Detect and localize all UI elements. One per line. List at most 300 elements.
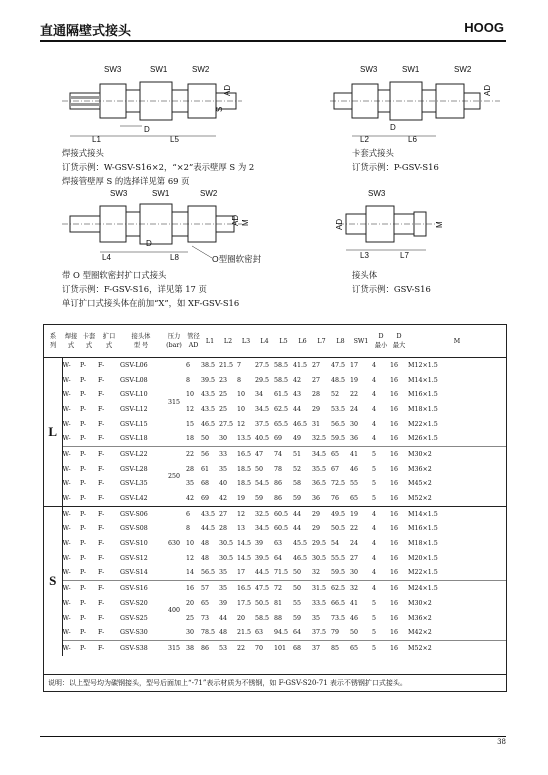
table-cell: P- [80, 391, 87, 399]
table-cell: 48 [201, 554, 210, 562]
table-cell: GSV-L28 [120, 465, 148, 473]
dim-ad: AD [483, 84, 492, 96]
table-cell: 35 [219, 569, 228, 577]
table-cell: 5 [372, 447, 390, 462]
table-cell: GSV-L15 [120, 420, 148, 428]
table-cell: 55 [350, 480, 359, 488]
table-cell: 62.5 [331, 581, 350, 596]
table-cell: 30.5 [219, 540, 234, 548]
table-cell: P- [80, 361, 87, 369]
table-cell: 16 [390, 447, 408, 462]
dim-l4: L4 [102, 253, 111, 262]
table-header-text: 压力 [167, 333, 181, 340]
ferrule-fitting-drawing [330, 60, 500, 146]
table-cell: 4 [372, 405, 377, 413]
table-header-text: L6 [298, 337, 307, 345]
table-cell: 78 [274, 465, 283, 473]
table-cell: 4 [372, 361, 377, 369]
table-cell: 35 [219, 465, 228, 473]
table-cell: 54 [331, 540, 340, 548]
table-cell: 33 [219, 447, 237, 462]
table-cell: F- [98, 361, 105, 369]
table-cell: 4 [372, 506, 390, 521]
table-cell: 48 [201, 540, 210, 548]
page-title: 直通隔壁式接头 [40, 24, 132, 39]
table-header-text: 卡套 [82, 333, 96, 340]
table-cell: 59 [293, 614, 302, 622]
table-cell: 50 [201, 435, 210, 443]
table-header-cell [372, 325, 390, 358]
table-cell: M42×2 [408, 629, 432, 637]
table-header-cell [408, 325, 506, 358]
table-cell: 42 [186, 495, 195, 503]
table-cell: W- [62, 554, 71, 562]
table-cell: 59.5 [331, 435, 346, 443]
table-cell: 19 [350, 376, 359, 384]
table-row [44, 358, 506, 373]
table-cell: 5 [372, 641, 390, 656]
series-label: S [44, 506, 62, 655]
table-header-text: D [378, 333, 384, 340]
dim-l8: L8 [170, 253, 179, 262]
table-cell: 17 [237, 569, 246, 577]
table-cell: 8 [237, 376, 242, 384]
table-cell: 65 [331, 447, 350, 462]
table-cell: 20 [186, 599, 195, 607]
dim-d: D [146, 239, 152, 248]
table-cell: 16 [390, 569, 399, 577]
body-drawing [332, 186, 452, 268]
table-cell: 31.5 [312, 581, 331, 596]
table-header-text: M [453, 337, 461, 345]
table-row [44, 431, 506, 446]
table-row [44, 611, 506, 626]
table-cell: 31 [312, 420, 321, 428]
table-header-text: (bar) [166, 342, 182, 349]
table-row [44, 506, 506, 521]
table-cell: 14.5 [237, 554, 252, 562]
ferrule-caption-order: 订货示例：P-GSV-S16 [352, 162, 439, 172]
table-cell: M30×2 [408, 447, 506, 462]
table-cell: M52×2 [408, 495, 432, 503]
table-cell: 12 [186, 554, 195, 562]
table-header-text: 最小 [374, 342, 388, 349]
flare-caption-title: 带 O 型圈软密封扩口式接头 [62, 270, 167, 280]
table-cell: 18 [186, 435, 195, 443]
table-header-cell [62, 325, 80, 358]
table-cell: 10 [186, 540, 195, 548]
table-cell: 19 [237, 495, 246, 503]
table-row [44, 641, 506, 656]
dim-l6: L6 [408, 135, 417, 144]
table-cell: 16 [390, 629, 399, 637]
table-cell: 76 [331, 495, 340, 503]
table-cell: 68 [201, 480, 210, 488]
table-cell: 25 [219, 391, 228, 399]
table-header-row [44, 325, 506, 358]
table-cell: W- [62, 447, 80, 462]
table-cell: 43 [293, 391, 302, 399]
table-cell: W- [62, 420, 71, 428]
table-cell: 37 [312, 641, 331, 656]
table-header-text: L8 [336, 337, 345, 345]
dim-sw2: SW2 [200, 189, 218, 198]
table-cell: 4 [372, 554, 377, 562]
dim-l5: L5 [170, 135, 179, 144]
table-cell: 30.5 [312, 554, 327, 562]
table-header-cell [274, 325, 293, 358]
table-cell: 94.5 [274, 629, 289, 637]
table-cell: 50.5 [255, 599, 270, 607]
table-cell: 40 [219, 480, 228, 488]
table-cell: 12 [186, 405, 195, 413]
table-header-cell [312, 325, 331, 358]
table-cell: GSV-L42 [120, 495, 148, 503]
table-header-cell [350, 325, 372, 358]
table-cell: 24 [350, 540, 359, 548]
flare-fitting-drawing [62, 186, 292, 268]
table-cell: 27 [350, 554, 359, 562]
table-cell: M14×1.5 [408, 506, 506, 521]
table-cell: 8 [186, 376, 191, 384]
body-caption [352, 268, 431, 296]
table-cell: 47.5 [331, 361, 346, 369]
table-cell: M52×2 [408, 641, 506, 656]
table-cell: 16 [390, 554, 399, 562]
table-cell: 4 [372, 376, 377, 384]
table-row [44, 566, 506, 581]
table-cell: 59 [293, 495, 302, 503]
table-cell: F- [98, 581, 120, 596]
table-header-text: 式 [67, 342, 75, 349]
table-cell: 46 [350, 465, 359, 473]
dim-l1: L1 [92, 135, 101, 144]
table-cell: M22×1.5 [408, 569, 438, 577]
table-cell: P- [80, 614, 87, 622]
table-cell: 39 [219, 599, 228, 607]
table-header-text: 接头体 [131, 333, 151, 340]
table-cell: 20 [237, 614, 246, 622]
table-cell: W- [62, 599, 71, 607]
table-cell: 78.5 [201, 629, 216, 637]
welded-caption [62, 146, 254, 188]
table-cell: F- [98, 629, 105, 637]
table-cell: 50 [255, 465, 264, 473]
table-header-text: 最大 [392, 342, 406, 349]
table-cell: 30 [219, 435, 228, 443]
table-header-text: L7 [317, 337, 326, 345]
table-cell: W- [62, 391, 71, 399]
table-cell: 6 [186, 361, 191, 369]
table-cell: 5 [372, 614, 377, 622]
table-cell: F- [98, 420, 105, 428]
table-cell: 61 [201, 465, 210, 473]
table-cell: 4 [372, 569, 377, 577]
table-cell: 63 [255, 629, 264, 637]
table-cell: 51 [293, 447, 312, 462]
table-header-cell [162, 325, 186, 358]
table-cell: 16 [390, 525, 399, 533]
table-row [44, 447, 506, 462]
table-header-cell [293, 325, 312, 358]
table-row [44, 625, 506, 640]
table-cell: 27.5 [219, 420, 234, 428]
welded-caption-note: 焊接管壁厚 S 的选择详见第 69 页 [62, 176, 190, 186]
table-cell: 29.5 [312, 540, 327, 548]
table-cell: 34.5 [312, 447, 331, 462]
table-cell: 56 [201, 447, 219, 462]
table-cell: 10 [186, 391, 195, 399]
table-cell: 58.5 [274, 376, 289, 384]
body-caption-title: 接头体 [352, 270, 378, 280]
table-cell: 48 [219, 629, 228, 637]
table-cell: 16 [186, 581, 201, 596]
ferrule-caption [352, 146, 439, 174]
table-cell: 10 [237, 391, 246, 399]
table-row [44, 417, 506, 432]
brand-logo-text: HOOG [464, 20, 504, 35]
table-cell: 64 [293, 629, 302, 637]
header-rule [40, 40, 506, 42]
dim-sw1: SW1 [402, 65, 420, 74]
table-cell: 35 [312, 614, 321, 622]
table-cell: GSV-S06 [120, 506, 162, 521]
table-cell: P- [80, 525, 87, 533]
dim-l3: L3 [360, 251, 369, 260]
table-cell: 53 [219, 641, 237, 656]
table-cell: GSV-S08 [120, 525, 148, 533]
table-cell: M30×2 [408, 599, 432, 607]
table-cell: F- [98, 641, 120, 656]
table-cell: 44 [293, 525, 302, 533]
table-cell: 58 [293, 480, 302, 488]
table-header-cell [98, 325, 120, 358]
table-cell: 16 [390, 581, 408, 596]
table-cell: F- [98, 540, 105, 548]
table-cell: 35 [219, 581, 237, 596]
table-cell: 85 [331, 641, 350, 656]
table-cell: 44 [293, 405, 302, 413]
table-cell: M26×1.5 [408, 435, 438, 443]
table-cell: F- [98, 569, 105, 577]
table-header-cell [255, 325, 274, 358]
table-cell: 35.5 [312, 465, 327, 473]
table-header-cell [237, 325, 255, 358]
dim-l2: L2 [360, 135, 369, 144]
table-cell: GSV-L18 [120, 435, 148, 443]
table-cell: 21.5 [219, 361, 234, 369]
table-cell: P- [80, 581, 98, 596]
table-header-cell [201, 325, 219, 358]
table-cell: 57 [201, 581, 219, 596]
table-cell: 32.5 [312, 435, 327, 443]
table-cell: 88 [274, 614, 283, 622]
table-cell: GSV-L35 [120, 480, 148, 488]
table-row [44, 491, 506, 506]
table-header-text: SW1 [353, 337, 369, 345]
table-cell: 44.5 [255, 569, 270, 577]
table-cell: 23 [219, 376, 228, 384]
table-cell: M24×1.5 [408, 581, 506, 596]
table-cell: 39.5 [201, 376, 216, 384]
table-cell: P- [80, 465, 87, 473]
table-header-text: 列 [49, 342, 57, 349]
table-cell: 28 [186, 465, 195, 473]
spec-table-frame [43, 324, 507, 692]
table-cell: 54.5 [255, 480, 270, 488]
flare-caption-order: 订货示例：F-GSV-S16，详见第 17 页 [62, 284, 207, 294]
table-cell: 30 [186, 629, 195, 637]
table-cell: 55 [293, 599, 302, 607]
dim-sw3: SW3 [104, 65, 122, 74]
table-cell: 28 [219, 525, 228, 533]
table-cell: 44 [219, 614, 228, 622]
table-header-text: L2 [223, 337, 233, 345]
table-cell: 29 [312, 405, 321, 413]
table-cell: F- [98, 599, 105, 607]
dim-sw1: SW1 [152, 189, 170, 198]
table-header-cell [186, 325, 201, 358]
table-cell: M16×1.5 [408, 391, 438, 399]
table-cell: P- [80, 506, 98, 521]
table-cell: 8 [186, 525, 191, 533]
table-cell: 32.5 [255, 506, 274, 521]
table-cell: 45.5 [293, 540, 308, 548]
table-cell: 64 [274, 554, 283, 562]
table-cell: W- [62, 465, 71, 473]
table-cell: 50 [293, 581, 312, 596]
table-cell: P- [80, 480, 87, 488]
pressure-cell: 315 [167, 398, 181, 406]
table-cell: 41 [350, 599, 359, 607]
table-cell: 36.5 [312, 480, 327, 488]
table-cell: P- [80, 641, 98, 656]
table-cell: M22×1.5 [408, 420, 438, 428]
dim-m: M [241, 219, 250, 226]
table-cell: GSV-L12 [120, 405, 148, 413]
table-header-text: L3 [241, 337, 251, 345]
table-cell: W- [62, 495, 71, 503]
table-cell: 61.5 [274, 391, 289, 399]
table-header-text: 管径 [187, 333, 200, 340]
table-cell: 30 [350, 569, 359, 577]
table-cell: M14×1.5 [408, 376, 438, 384]
table-cell: W- [62, 376, 71, 384]
table-cell: 12 [237, 420, 246, 428]
table-cell: F- [98, 447, 120, 462]
table-cell: 15 [186, 420, 195, 428]
table-cell: 72 [274, 581, 293, 596]
table-cell: 29 [312, 506, 331, 521]
table-cell: 14 [186, 569, 195, 577]
table-cell: 16 [390, 361, 399, 369]
table-cell: M18×1.5 [408, 405, 438, 413]
page-number: 38 [497, 738, 506, 746]
table-cell: 29.5 [255, 376, 270, 384]
spec-table [44, 325, 506, 656]
pressure-cell: 315 [162, 641, 186, 656]
table-cell: 4 [372, 391, 377, 399]
pressure-cell: 250 [162, 447, 186, 507]
table-cell: 27.5 [255, 361, 270, 369]
table-cell: 41.5 [293, 361, 308, 369]
table-cell: P- [80, 495, 87, 503]
table-cell: 47 [255, 447, 274, 462]
table-cell: M16×1.5 [408, 525, 438, 533]
table-cell: 16 [390, 480, 399, 488]
table-cell: 16 [390, 599, 399, 607]
table-cell: F- [98, 506, 120, 521]
flare-caption-note: 单订扩口式接头体在前加“X”，如 XF-GSV-S16 [62, 298, 240, 308]
table-cell: F- [98, 554, 105, 562]
table-cell: 43.5 [201, 405, 216, 413]
footer-rule [40, 736, 506, 737]
table-cell: 4 [372, 540, 377, 548]
table-cell: 16 [390, 405, 399, 413]
table-cell: 13.5 [237, 435, 252, 443]
table-cell: 65 [201, 599, 210, 607]
table-cell: M36×2 [408, 614, 432, 622]
dim-sw3: SW3 [368, 189, 386, 198]
table-cell: 30.5 [219, 554, 234, 562]
table-cell: P- [80, 435, 87, 443]
body-caption-order: 订货示例：GSV-S16 [352, 284, 431, 294]
table-row [44, 477, 506, 492]
table-cell: 70 [255, 641, 274, 656]
table-cell: GSV-S10 [120, 540, 148, 548]
dim-d: D [390, 123, 396, 132]
table-cell: 52 [331, 391, 340, 399]
table-cell: 16 [390, 506, 408, 521]
table-cell: 39.5 [255, 554, 270, 562]
pressure-cell: 630 [162, 506, 186, 580]
dim-ad: AD [231, 214, 240, 226]
table-cell: 32 [312, 569, 321, 577]
dim-m: M [435, 221, 444, 228]
table-cell: F- [98, 525, 105, 533]
table-row [44, 373, 506, 388]
table-cell: 37.5 [312, 629, 327, 637]
table-cell: 16.5 [237, 447, 255, 462]
ferrule-caption-title: 卡套式接头 [352, 148, 394, 158]
table-row [44, 536, 506, 551]
table-cell: 34 [255, 391, 264, 399]
table-cell: 34.5 [255, 405, 270, 413]
table-header-text: 式 [85, 342, 93, 349]
table-cell: 65 [350, 495, 359, 503]
welded-caption-title: 焊接式接头 [62, 148, 104, 158]
table-cell: 73 [201, 614, 210, 622]
table-cell: 69 [274, 435, 283, 443]
table-cell: W- [62, 614, 71, 622]
table-cell: W- [62, 569, 71, 577]
table-cell: 18.5 [237, 480, 252, 488]
dim-ad: AD [223, 84, 232, 96]
table-cell: GSV-L22 [120, 447, 162, 462]
table-cell: F- [98, 376, 105, 384]
table-cell: 50 [350, 629, 359, 637]
table-cell: 58.5 [274, 361, 289, 369]
table-cell: 56.5 [331, 420, 346, 428]
table-cell: 86 [274, 495, 283, 503]
table-cell: 17 [350, 361, 359, 369]
dim-l7: L7 [400, 251, 409, 260]
table-cell: 67 [331, 465, 340, 473]
table-cell: 53.5 [331, 405, 346, 413]
table-cell: 32 [350, 581, 372, 596]
table-cell: P- [80, 540, 87, 548]
table-cell: 16 [390, 641, 408, 656]
